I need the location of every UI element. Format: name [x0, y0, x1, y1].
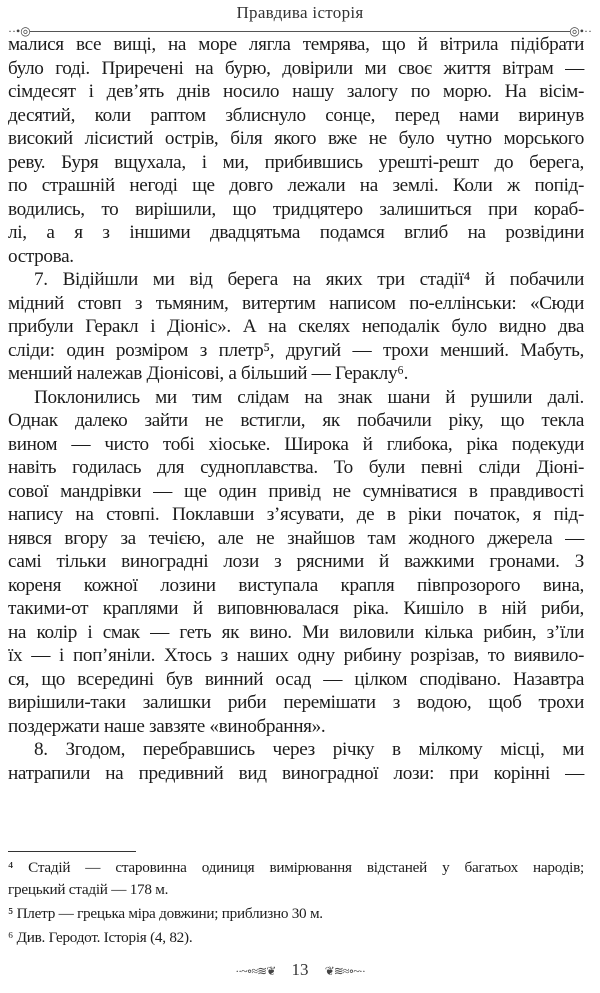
running-header: Правдива історія	[236, 3, 364, 22]
text-line: реву. Буря вщухала, і ми, прибившись урешті-решт до берега,	[8, 151, 584, 173]
text-line: менший належав Діонісові, а більший — Гераклу⁶.	[8, 363, 409, 384]
footnotes	[8, 857, 584, 949]
text-line: високий лісистий острів, біля якого вже не було чутно морського	[8, 128, 584, 149]
body-text	[8, 33, 584, 785]
text-line: ся, що всередині був винний осад — цілком сподівано. Назавтра	[8, 668, 584, 690]
text-line: сімдесят і дев’ять днів носило нашу залогу по морю. На вісім-	[8, 81, 584, 102]
text-line: поздержати наше завзяте «винобрання».	[8, 715, 326, 737]
text-line: самі тільки виноградні лози з рясними й важкими гронами. З	[8, 551, 584, 572]
text-line: Однак далеко зайти не встигли, як побачили ріку, що текла	[8, 410, 584, 431]
text-line: 7. Відійшли ми від берега на яких три стадії⁴ й побачили	[34, 269, 584, 290]
header-rule	[30, 31, 570, 32]
text-line: було годі. Приречені на бурю, довірили ми своє життя вітрам —	[8, 57, 584, 79]
text-line: вирішили-таки залишки риби перемішати з водою, щоб трохи	[8, 692, 584, 713]
text-line: по страшній негоді ще довго лежали на землі. Коли ж попід-	[8, 175, 584, 196]
header-ornament-left-icon: ··•◎	[8, 24, 31, 38]
text-line: їх — і поп’яніли. Хтось з наших одну рибину розрізав, то виявило-	[8, 645, 584, 666]
text-line: малися все вищі, на море лягла темрява, що й вітрила підібрати	[8, 34, 584, 55]
text-line: на колір і смак — геть як вино. Ми виловили кілька рибин, з’їли	[8, 621, 584, 643]
footnote-6: ⁶ Див. Геродот. Історія (4, 82).	[8, 929, 193, 946]
footnote-4-cont: грецький стадій — 178 м.	[8, 881, 169, 898]
text-line: мідний стовп з тьмяним, витертим написом по-еллінськи: «Сюди	[8, 292, 584, 314]
footnote-5: ⁵ Плетр — грецька міра довжини; приблизно 30 м.	[8, 905, 323, 922]
footnote-rule	[8, 851, 136, 852]
text-line: десятий, коли раптом зблиснуло сонце, перед нами виринув	[8, 104, 584, 126]
header-ornament-right-icon: ◎•··	[569, 24, 592, 38]
text-line: такими-от краплями й виповнювалася ріка. Кишіло в ній риби,	[8, 598, 584, 619]
footer-ornament-left-icon: ··~∘≈≋❦	[235, 964, 276, 978]
text-line: напису на стовпі. Поклавши з’ясувати, де в ріки початок, я під-	[8, 504, 584, 525]
text-line: лі, а я з іншими двадцятьма подамся вглиб на розвідини	[8, 222, 584, 243]
text-line: Поклонились ми тим слідам на знак шани й рушили далі.	[34, 386, 584, 408]
footer-ornament-right-icon: ❦≋≈∘~··	[324, 964, 365, 978]
text-line: прибули Геракл і Діоніс». А на скелях неподалік було видно два	[8, 316, 584, 337]
text-line: сової мандрівки — ще один привід не сумніватися в правдивості	[8, 480, 584, 502]
text-line: навіть годилась для судноплавства. То були певні сліди Діоні-	[8, 457, 584, 478]
page-footer	[0, 960, 600, 980]
text-line: сліди: один розміром з плетр⁵, другий — трохи менший. Мабуть,	[8, 339, 584, 361]
text-line: водились, то вирішили, що тридцятеро залишиться при кораб-	[8, 198, 584, 220]
text-line: нявся вгору за течією, але не знайшов там жодного джерела —	[8, 527, 584, 549]
text-line: кореня кожної лозини виступала крапля півпрозорого вина,	[8, 574, 584, 596]
text-line: натрапили на предивний вид виноградної лози: при корінні —	[8, 762, 584, 784]
text-line: острова.	[8, 245, 74, 267]
page-number: 13	[291, 960, 309, 979]
text-line: вином — чисто тобі хіоське. Широка й глибока, ріка подекуди	[8, 433, 584, 455]
text-line: 8. Згодом, перебравшись через річку в мілкому місці, ми	[34, 739, 584, 760]
footnote-4: ⁴ Стадій — старовинна одиниця вимірювання відстаней у багатьох народів;	[8, 859, 584, 876]
